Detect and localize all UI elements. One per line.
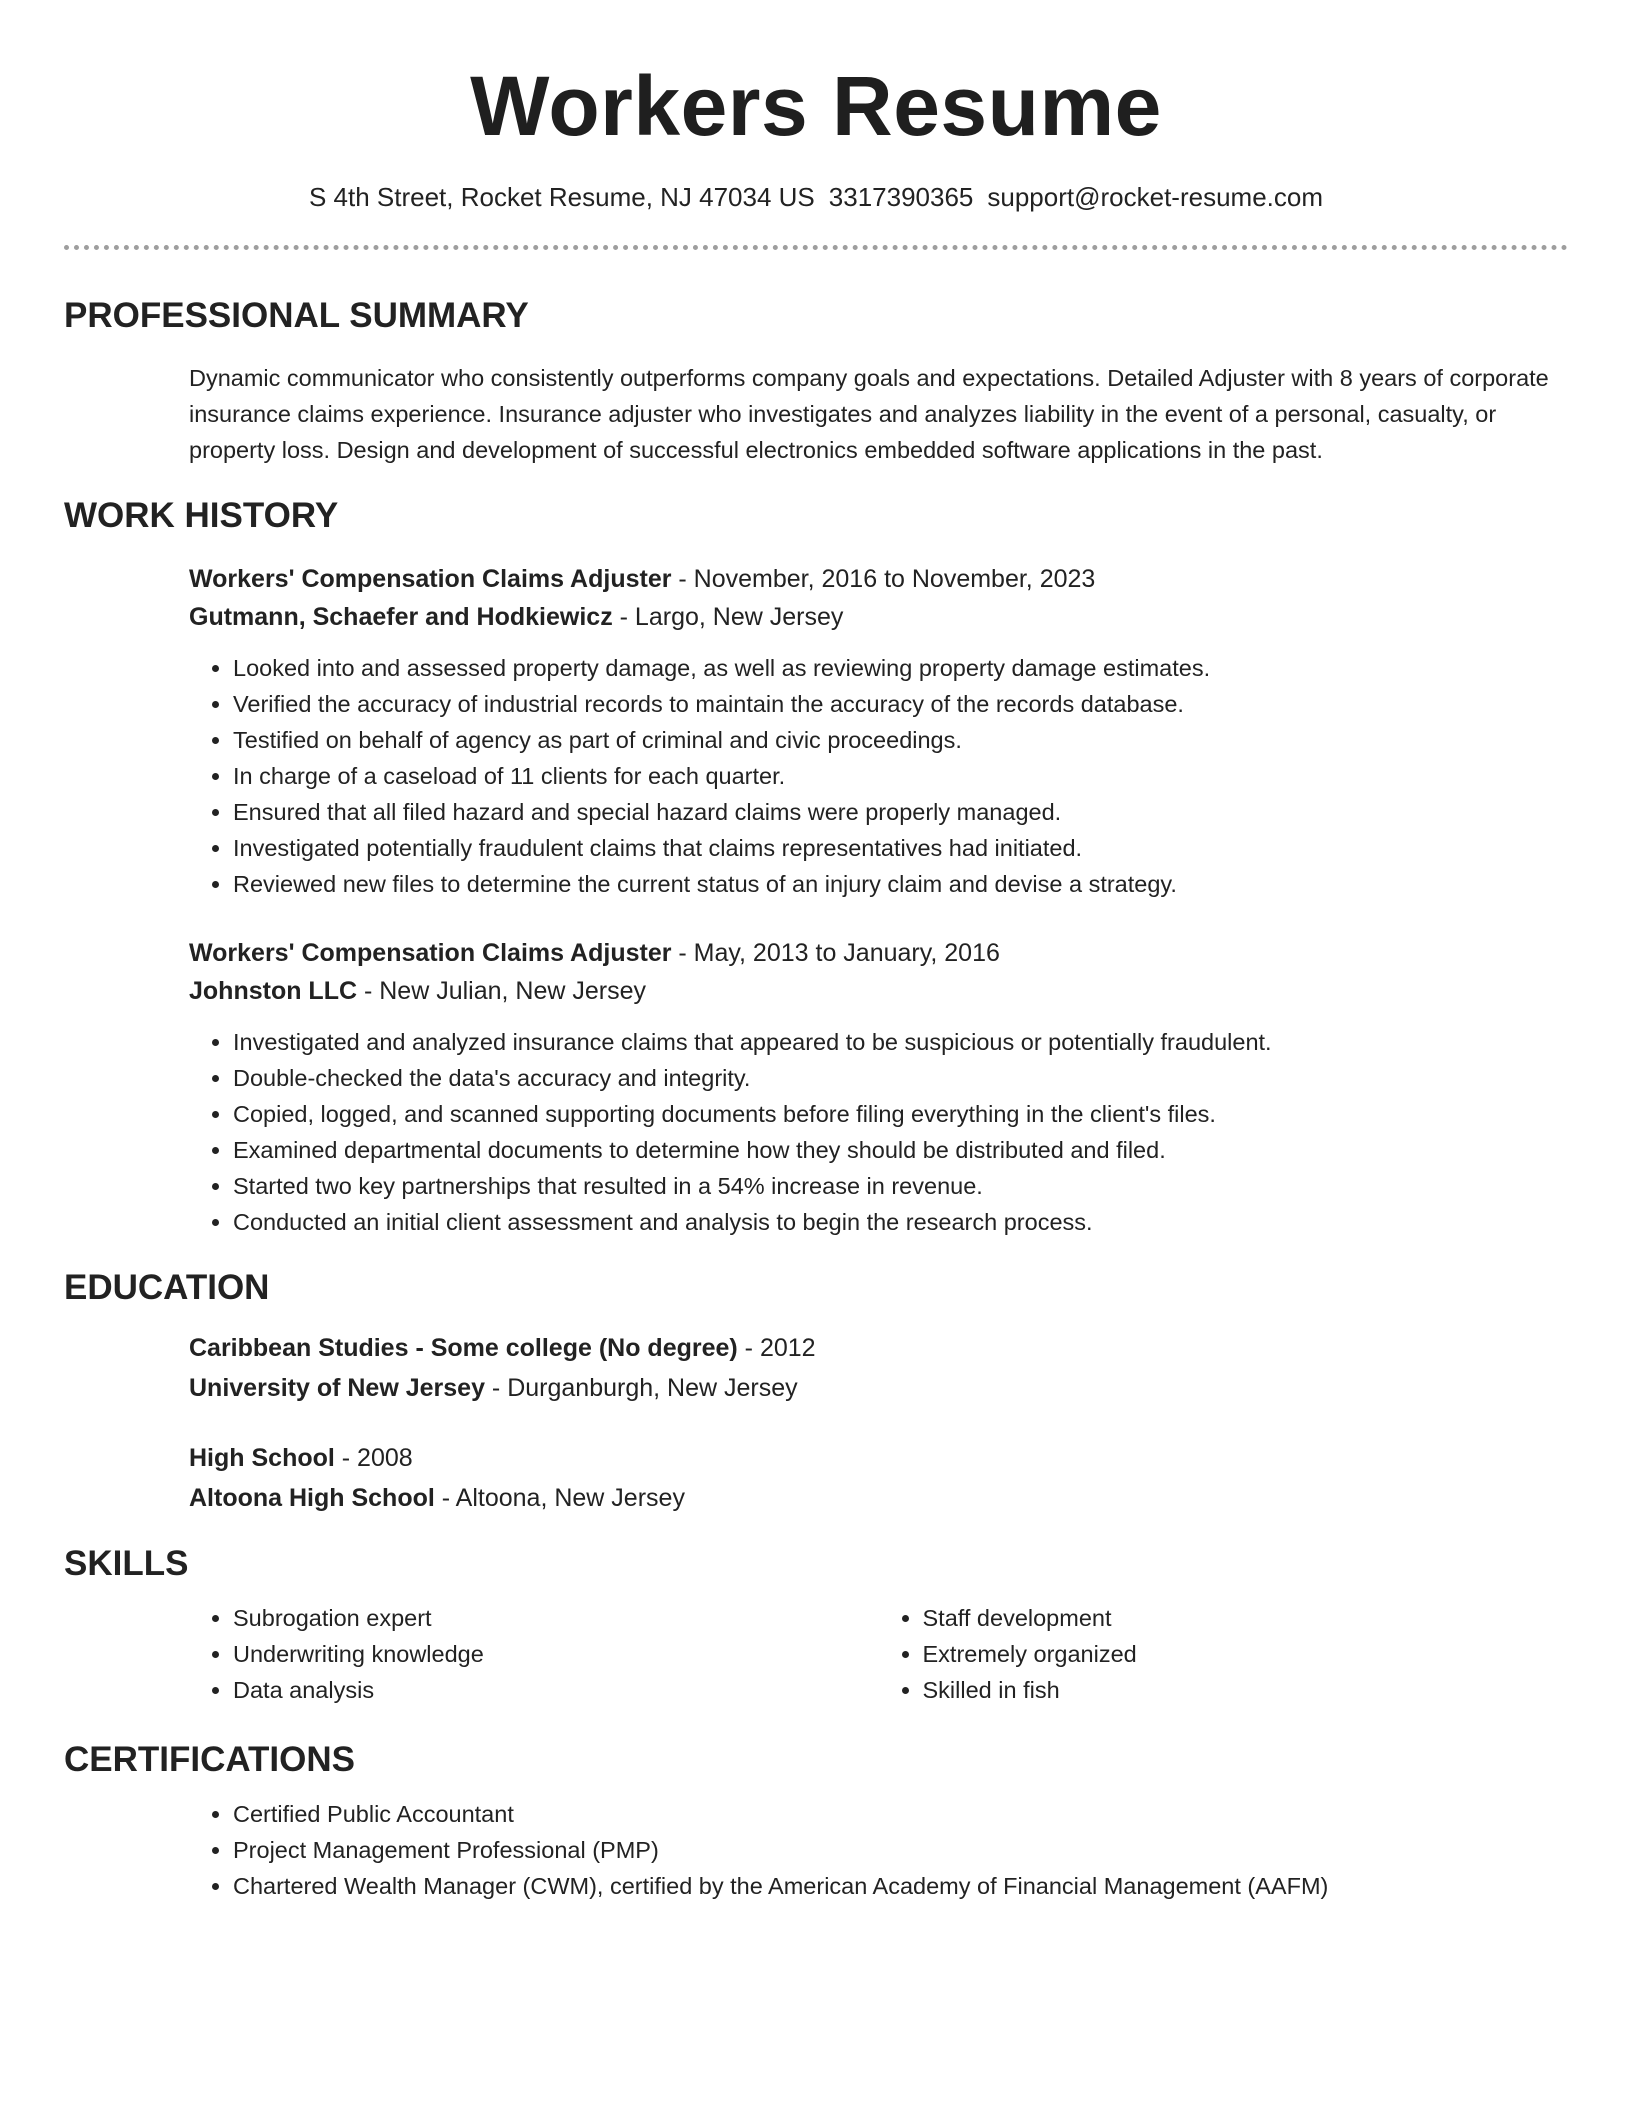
skills-list-right [879,1600,1569,1708]
job-company: Johnston LLC [189,977,358,1005]
education-school-line [189,1478,1568,1518]
list-item: • Investigated and analyzed insurance claims that appeared to be suspicious or potentially fraudulent. [233,1024,1568,1060]
list-item: • Chartered Wealth Manager (CWM), certified by the American Academy of Financial Management (AAFM) [233,1868,1568,1904]
list-item: • Skilled in fish [923,1672,1569,1708]
work-history-heading: WORK HISTORY [64,496,339,535]
list-item: • Data analysis [233,1672,879,1708]
list-item: • Conducted an initial client assessment and analysis to begin the research process. [233,1204,1568,1240]
contact-phone: 3317390365 [828,182,974,212]
list-item: • Project Management Professional (PMP) [233,1832,1568,1868]
education-location: - Altoona, New Jersey [434,1484,685,1512]
education-degree: High School [189,1444,335,1472]
job-bullets [189,1024,1568,1240]
education-school: Altoona High School [189,1484,435,1512]
skills-grid [189,1600,1568,1708]
education-school: University of New Jersey [189,1374,485,1402]
job-role: Workers' Compensation Claims Adjuster [189,565,672,593]
list-item: • Double-checked the data's accuracy and integrity. [233,1060,1568,1096]
job-dates: - May, 2013 to January, 2016 [671,939,1000,967]
job-location: - New Julian, New Jersey [357,977,647,1005]
job-title-line [189,560,1568,598]
job-role: Workers' Compensation Claims Adjuster [189,939,672,967]
education-degree-line [189,1328,1568,1368]
summary-text: Dynamic communicator who consistently outperforms company goals and expectations. Detailed Adjuster with 8 years of corporate insurance claims experience. Insurance adjuster who investigates and analyzes liability in the event of a personal, casualty, or property loss. Design and development of successful electronics embedded software applications in the past. [189,365,1549,463]
list-item: • Reviewed new files to determine the current status of an injury claim and devise a strategy. [233,866,1568,902]
list-item: • In charge of a caseload of 11 clients for each quarter. [233,758,1568,794]
job-bullets [189,650,1568,902]
contact-email: support@rocket-resume.com [987,182,1324,212]
list-item: • Subrogation expert [233,1600,879,1636]
list-item: • Extremely organized [923,1636,1569,1672]
skills-list-left [189,1600,879,1708]
job-company: Gutmann, Schaefer and Hodkiewicz [189,603,613,631]
list-item: • Staff development [923,1600,1569,1636]
summary-section [189,360,1568,468]
certifications-section [189,1796,1568,1904]
list-item: • Started two key partnerships that resulted in a 54% increase in revenue. [233,1168,1568,1204]
job-location: - Largo, New Jersey [612,603,844,631]
list-item: • Ensured that all filed hazard and special hazard claims were properly managed. [233,794,1568,830]
certifications-heading: CERTIFICATIONS [64,1740,356,1779]
education-entry [189,1328,1568,1408]
education-section [189,1328,1568,1518]
list-item: • Testified on behalf of agency as part of criminal and civic proceedings. [233,722,1568,758]
contact-line [64,180,1568,214]
job-title-line [189,934,1568,972]
skills-section [189,1600,1568,1708]
education-year: - 2012 [737,1334,816,1362]
job-dates: - November, 2016 to November, 2023 [671,565,1096,593]
header-divider [64,245,1568,250]
list-item: • Certified Public Accountant [233,1796,1568,1832]
education-location: - Durganburgh, New Jersey [484,1374,798,1402]
list-item: • Looked into and assessed property damage, as well as reviewing property damage estimates. [233,650,1568,686]
list-item: • Verified the accuracy of industrial records to maintain the accuracy of the records database. [233,686,1568,722]
education-degree-line [189,1438,1568,1478]
education-entry [189,1438,1568,1518]
list-item: • Investigated potentially fraudulent claims that claims representatives had initiated. [233,830,1568,866]
education-school-line [189,1368,1568,1408]
job-company-line [189,972,1568,1010]
list-item: • Underwriting knowledge [233,1636,879,1672]
job-entry [189,560,1568,902]
job-entry [189,934,1568,1240]
job-company-line [189,598,1568,636]
education-degree: Caribbean Studies - Some college (No degree) [189,1334,738,1362]
list-item: • Copied, logged, and scanned supporting documents before filing everything in the client's files. [233,1096,1568,1132]
list-item: • Examined departmental documents to determine how they should be distributed and filed. [233,1132,1568,1168]
education-year: - 2008 [334,1444,413,1472]
contact-address: S 4th Street, Rocket Resume, NJ 47034 US [308,182,815,212]
skills-heading: SKILLS [64,1544,189,1583]
summary-heading: PROFESSIONAL SUMMARY [64,296,529,335]
certifications-list [189,1796,1568,1904]
work-history-section [189,560,1568,1240]
education-heading: EDUCATION [64,1268,270,1307]
resume-name: Workers Resume [470,59,1162,153]
